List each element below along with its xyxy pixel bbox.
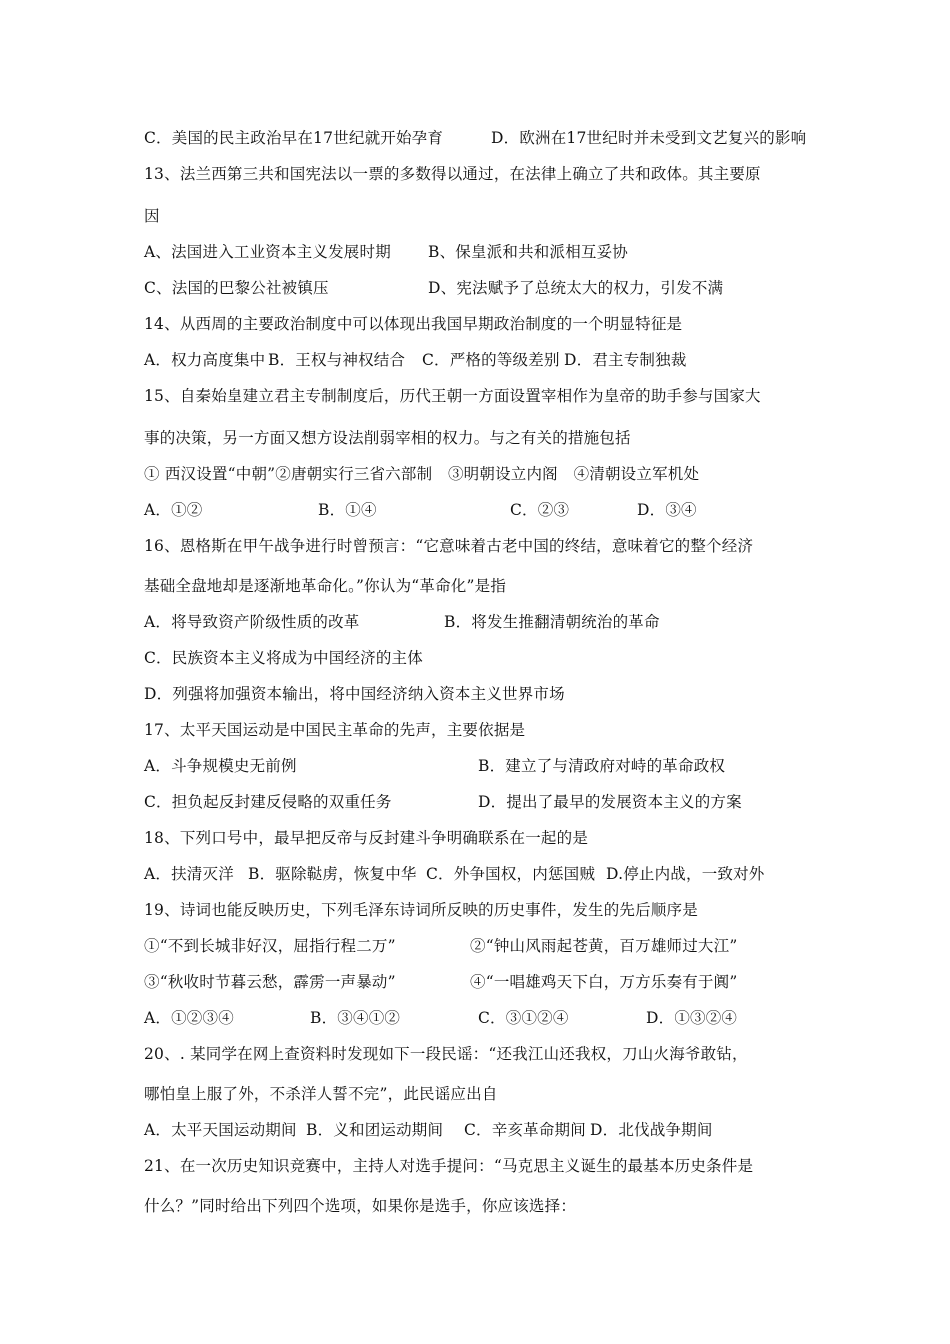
q20-option-c: C．辛亥革命期间: [464, 1121, 586, 1139]
q20-option-b: B．义和团运动期间: [306, 1121, 444, 1139]
q19-item-3: ③“秋收时节暮云愁，霹雳一声暴动”: [144, 973, 396, 991]
q15-option-a: A．①②: [144, 501, 203, 519]
q21-stem-line1: 21、在一次历史知识竞赛中，主持人对选手提问：“马克思主义诞生的最基本历史条件是: [144, 1157, 754, 1175]
q18-option-d: D.停止内战，一致对外: [606, 865, 765, 883]
q17-option-d: D．提出了最早的发展资本主义的方案: [478, 793, 742, 811]
q16-option-d: D．列强将加强资本输出，将中国经济纳入资本主义世界市场: [144, 685, 565, 703]
q14-option-a: A．权力高度集中: [144, 351, 266, 369]
q12-option-c: C．美国的民主政治早在17世纪就开始孕育: [144, 129, 444, 147]
q16-option-b: B．将发生推翻清朝统治的革命: [444, 613, 660, 631]
q14-option-d: D．君主专制独裁: [564, 351, 687, 369]
q19-option-b: B．③④①②: [310, 1009, 401, 1027]
q16-stem-line2: 基础全盘地却是逐渐地革命化。”你认为“革命化”是指: [144, 577, 507, 595]
q13-option-c: C、法国的巴黎公社被镇压: [144, 279, 329, 297]
q14-stem: 14、从西周的主要政治制度中可以体现出我国早期政治制度的一个明显特征是: [144, 315, 683, 333]
q15-items: ① 西汉设置“中朝”②唐朝实行三省六部制 ③明朝设立内阁 ④清朝设立军机处: [144, 465, 700, 483]
q19-stem: 19、诗词也能反映历史，下列毛泽东诗词所反映的历史事件，发生的先后顺序是: [144, 901, 698, 919]
q14-option-b: B．王权与神权结合: [268, 351, 406, 369]
q18-option-b: B．驱除鞑虏，恢复中华: [248, 865, 417, 883]
q15-option-c: C．②③: [510, 501, 570, 519]
q16-option-a: A．将导致资产阶级性质的改革: [144, 613, 360, 631]
q18-stem: 18、下列口号中，最早把反帝与反封建斗争明确联系在一起的是: [144, 829, 589, 847]
q20-option-d: D．北伐战争期间: [590, 1121, 713, 1139]
q13-option-d: D、宪法赋予了总统太大的权力，引发不满: [428, 279, 724, 297]
q19-item-4: ④“一唱雄鸡天下白，万方乐奏有于阗”: [470, 973, 738, 991]
q13-stem-line2: 因: [144, 207, 160, 225]
q21-stem-line2: 什么？”同时给出下列四个选项，如果你是选手，你应该选择：: [144, 1197, 577, 1215]
q19-option-c: C．③①②④: [478, 1009, 569, 1027]
q17-option-b: B．建立了与清政府对峙的革命政权: [478, 757, 726, 775]
q18-option-c: C．外争国权，内惩国贼: [426, 865, 596, 883]
q20-stem-line2: 哪怕皇上服了外，不杀洋人誓不完”，此民谣应出自: [144, 1085, 498, 1103]
q16-option-c: C．民族资本主义将成为中国经济的主体: [144, 649, 423, 667]
q19-item-2: ②“钟山风雨起苍黄，百万雄师过大江”: [470, 937, 738, 955]
q17-option-a: A．斗争规模史无前例: [144, 757, 297, 775]
q17-option-c: C．担负起反封建反侵略的双重任务: [144, 793, 392, 811]
q15-option-b: B．①④: [318, 501, 377, 519]
q15-stem-line2: 事的决策，另一方面又想方设法削弱宰相的权力。与之有关的措施包括: [144, 429, 631, 447]
q17-stem: 17、太平天国运动是中国民主革命的先声，主要依据是: [144, 721, 526, 739]
q13-option-b: B、保皇派和共和派相互妥协: [428, 243, 628, 261]
q20-option-a: A．太平天国运动期间: [144, 1121, 297, 1139]
q14-option-c: C．严格的等级差别: [422, 351, 560, 369]
q12-option-d: D．欧洲在17世纪时并未受到文艺复兴的影响: [491, 129, 807, 147]
q20-stem-line1: 20、. 某同学在网上查资料时发现如下一段民谣：“还我江山还我权，刀山火海爷敢钻，: [144, 1045, 748, 1063]
q15-option-d: D．③④: [637, 501, 697, 519]
q15-stem-line1: 15、自秦始皇建立君主专制制度后，历代王朝一方面设置宰相作为皇帝的助手参与国家大: [144, 387, 761, 405]
q13-option-a: A、法国进入工业资本主义发展时期: [144, 243, 391, 261]
q18-option-a: A．扶清灭洋: [144, 865, 234, 883]
q19-item-1: ①“不到长城非好汉，屈指行程二万”: [144, 937, 396, 955]
q16-stem-line1: 16、恩格斯在甲午战争进行时曾预言：“它意味着古老中国的终结，意味着它的整个经济: [144, 537, 754, 555]
q13-stem-line1: 13、法兰西第三共和国宪法以一票的多数得以通过，在法律上确立了共和政体。其主要原: [144, 165, 761, 183]
q19-option-d: D．①③②④: [646, 1009, 738, 1027]
q19-option-a: A．①②③④: [144, 1009, 234, 1027]
